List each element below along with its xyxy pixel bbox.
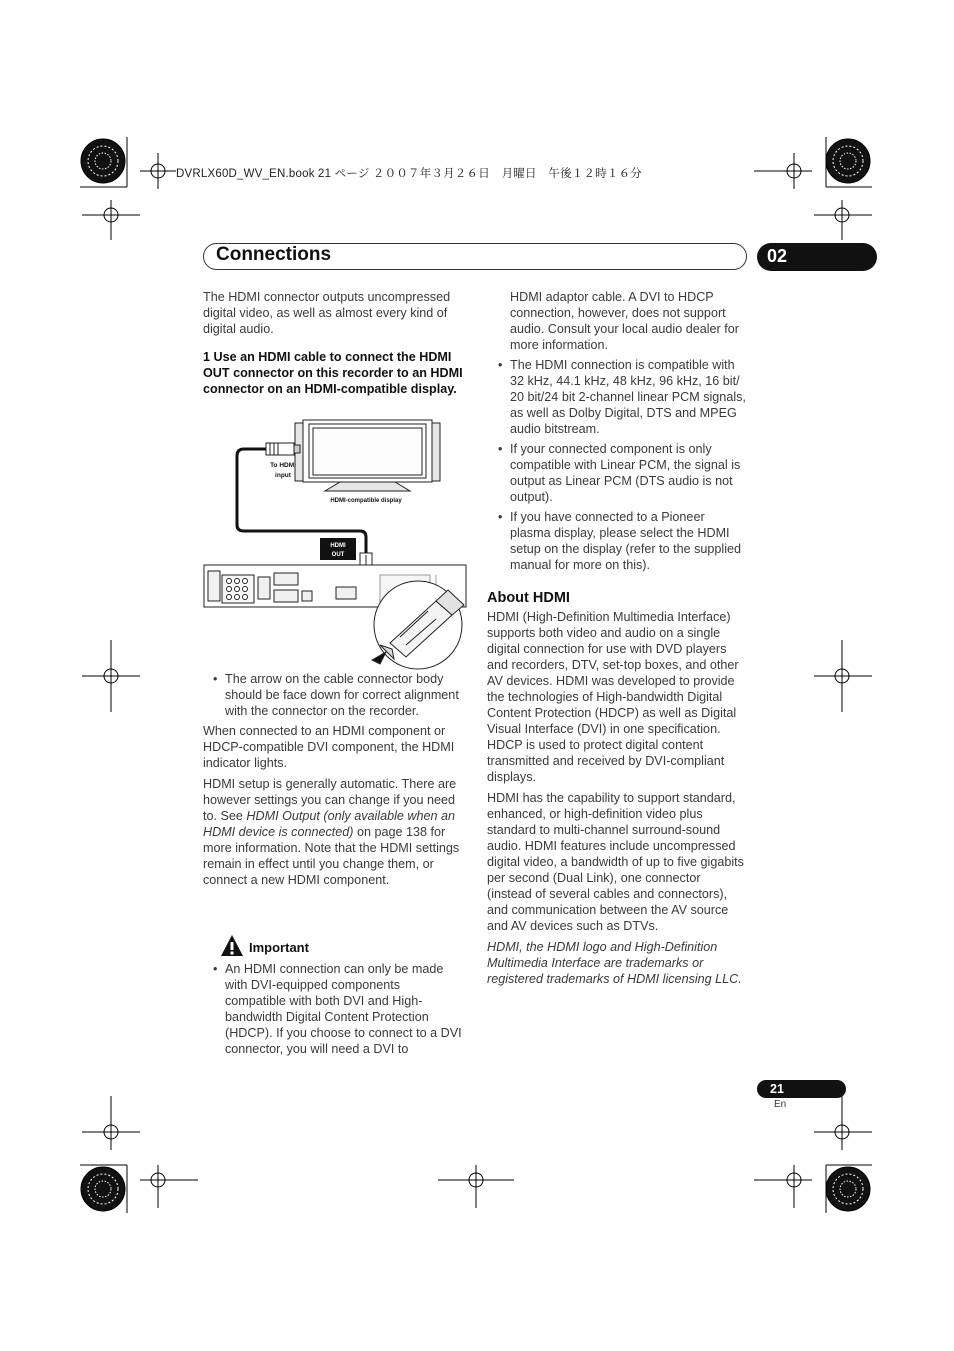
hdmi-out-label-line1: HDMI bbox=[330, 543, 346, 549]
to-hdmi-input-label-line1: To HDMI bbox=[270, 462, 296, 469]
page-language: En bbox=[774, 1099, 787, 1110]
left-column-top bbox=[203, 289, 463, 397]
hdmi-compatible-display-label: HDMI-compatible display bbox=[330, 498, 402, 504]
crosshair-target-icon bbox=[814, 640, 872, 712]
hdmi-notes-list bbox=[488, 357, 748, 573]
list-item: • The arrow on the cable connector body should be face down for correct alignment with the connector on the recorder. bbox=[203, 671, 463, 719]
arrow-note-list bbox=[203, 671, 463, 719]
registration-starburst-icon bbox=[826, 137, 872, 187]
crosshair-target-icon bbox=[814, 1096, 872, 1150]
list-item: • The HDMI connection is compatible with 32 kHz, 44.1 kHz, 48 kHz, 96 kHz, 16 bit/ 20 bit/24 bit 2-channel linear PCM signals, as well as Dolby Digital, DTS and MPEG audio bitstream. bbox=[488, 357, 748, 437]
important-label: Important bbox=[249, 940, 309, 955]
hdmi-connection-diagram bbox=[200, 415, 470, 670]
chapter-number-badge bbox=[757, 243, 877, 271]
about-hdmi-heading: About HDMI bbox=[487, 590, 570, 606]
hdmi-out-label-line2: OUT bbox=[331, 552, 345, 558]
chapter-number: 02 bbox=[767, 246, 788, 266]
list-item: • If you have connected to a Pioneer plasma display, please select the HDMI setup on the display (refer to the supplied manual for more on this). bbox=[488, 509, 748, 573]
section-title: Connections bbox=[216, 244, 332, 265]
about-paragraph-1: HDMI (High-Definition Multimedia Interface) supports both video and audio on a single digital connection for use with DVD players and recorders, DTV, set-top boxes, and other AV devices. HDMI was developed to provide the technologies of High-bandwidth Digital Content Protection (HDCP) as well as Digital Visual Interface (DVI) in one specification. HDCP is used to protect digital content transmitted and received by DVI-compliant displays. bbox=[487, 610, 739, 784]
about-hdmi-body bbox=[487, 609, 747, 992]
hdmi-plug-icon bbox=[266, 443, 300, 455]
important-heading bbox=[220, 934, 309, 960]
registration-starburst-icon bbox=[80, 1165, 127, 1213]
crosshair-target-icon bbox=[438, 1165, 514, 1208]
crosshair-target-icon bbox=[754, 153, 812, 189]
page-number: 21 bbox=[770, 1082, 784, 1096]
crosshair-target-icon bbox=[814, 200, 872, 240]
crosshair-target-icon bbox=[82, 200, 140, 240]
list-item: • An HDMI connection can only be made with DVI-equipped components compatible with both DVI and High-bandwidth Digital Content Protection (HDCP). If you choose to connect to a DVI connector, you will need a DVI to bbox=[203, 961, 463, 1057]
crosshair-target-icon bbox=[82, 1096, 140, 1150]
step-1-instruction: 1 Use an HDMI cable to connect the HDMI OUT connector on this recorder to an HDMI connector on an HDMI-compatible display. bbox=[203, 350, 463, 396]
continuation-paragraph: HDMI adaptor cable. A DVI to HDCP connection, however, does not support audio. Consult your local audio dealer for more information. bbox=[510, 290, 739, 352]
page-number-badge bbox=[757, 1080, 846, 1098]
crosshair-target-icon bbox=[140, 153, 176, 189]
hdmi-display-illustration bbox=[295, 420, 440, 491]
intro-paragraph: The HDMI connector outputs uncompressed digital video, as well as almost every kind of digital audio. bbox=[203, 290, 451, 336]
crosshair-target-icon bbox=[140, 1165, 198, 1208]
registration-starburst-icon bbox=[80, 137, 127, 187]
important-warning-icon bbox=[220, 934, 244, 958]
print-info-header: DVRLX60D_WV_EN.book 21 ページ ２００７年３月２６日 月曜日 午後１２時１６分 bbox=[176, 168, 643, 180]
setup-paragraph: HDMI setup is generally automatic. There are however settings you can change if you need to. See HDMI Output (only available when an HDMI device is connected) on page 138 for more information. Note that the HDMI settings remain in effect until you change them, or connect a new HDMI component. bbox=[203, 777, 460, 887]
trademark-notice: HDMI, the HDMI logo and High-Definition Multimedia Interface are trademarks or registered trademarks of HDMI licensing LLC. bbox=[487, 940, 742, 986]
cross-reference-link[interactable]: HDMI Output (only available when an HDMI device is connected) bbox=[203, 809, 456, 839]
about-paragraph-2: HDMI has the capability to support standard, enhanced, or high-definition video plus standard to multi-channel surround-sound audio. HDMI features include uncompressed digital video, a bandwidth of up to five gigabits per second (Dual Link), one connector (instead of several cables and connectors), and communication between the AV source and AV devices such as DTVs. bbox=[487, 791, 744, 933]
to-hdmi-input-label-line2: input bbox=[275, 472, 291, 479]
list-item: • If your connected component is only compatible with Linear PCM, the signal is output as Linear PCM (DTS audio is not output). bbox=[488, 441, 748, 505]
indicator-paragraph: When connected to an HDMI component or HDCP-compatible DVI component, the HDMI indicator lights. bbox=[203, 724, 455, 770]
registration-starburst-icon bbox=[826, 1165, 872, 1213]
crosshair-target-icon bbox=[754, 1165, 812, 1208]
crosshair-target-icon bbox=[82, 640, 140, 712]
left-column-lower bbox=[203, 671, 463, 893]
important-notes bbox=[203, 961, 463, 1061]
right-column-top bbox=[488, 289, 748, 577]
